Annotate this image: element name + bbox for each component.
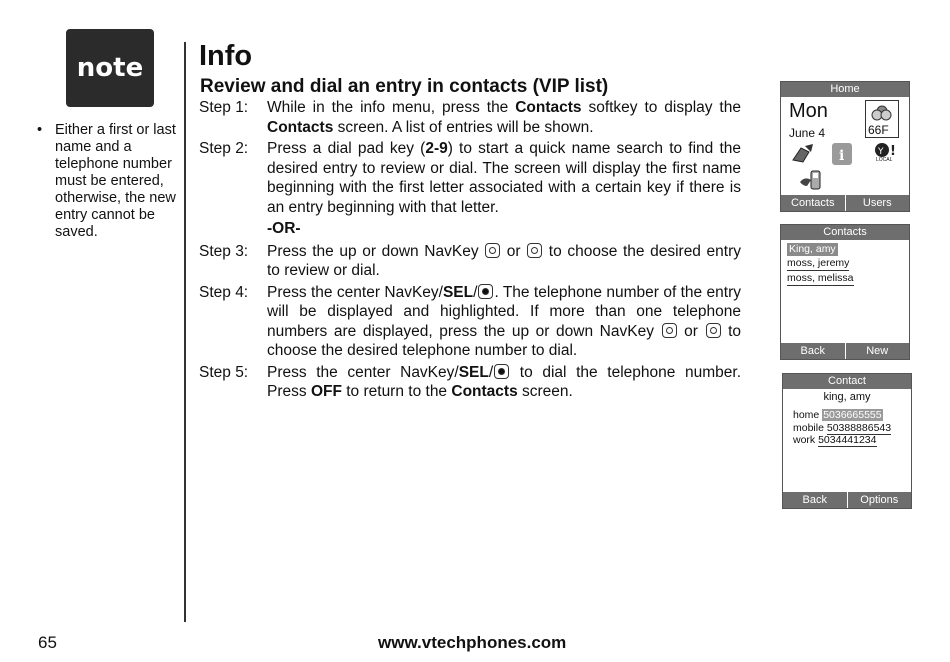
text: softkey to display the xyxy=(581,99,741,116)
note-body: Either a first or last name and a telephone number must be entered, otherwise, the new entry cannot be saved. xyxy=(55,122,176,240)
text: While in the info menu, press the xyxy=(267,99,516,116)
list-item[interactable]: moss, melissa xyxy=(787,272,854,284)
text: Press the up or down NavKey xyxy=(267,242,485,260)
local-label: LOCAL xyxy=(876,157,893,163)
number-label: home xyxy=(793,409,820,421)
step-body xyxy=(267,363,741,402)
step-5 xyxy=(199,363,741,402)
home-screen xyxy=(780,81,910,212)
page-title: Info xyxy=(199,40,253,72)
softkey-bar xyxy=(781,195,909,211)
number-label: mobile xyxy=(793,421,824,434)
svg-text:i: i xyxy=(839,148,845,164)
screen-header: Contact xyxy=(783,374,911,389)
steps-list xyxy=(199,98,741,404)
handset-icon xyxy=(797,168,823,192)
footer-url: www.vtechphones.com xyxy=(378,633,567,652)
navkey-down-icon xyxy=(527,243,542,258)
step-label: Step 5: xyxy=(199,363,249,381)
home-day: Mon xyxy=(789,100,828,122)
navkey-down-icon xyxy=(706,323,721,338)
text: screen. xyxy=(517,383,573,400)
phone-number: 50388886543 xyxy=(826,421,892,434)
softkey-bar xyxy=(781,343,909,359)
navkey-up-icon xyxy=(662,323,677,338)
text: screen. A list of entries will be shown. xyxy=(333,118,594,136)
text-bold: 2-9 xyxy=(425,140,448,157)
step-body xyxy=(267,98,741,137)
text-bold: SEL xyxy=(442,283,474,301)
text-bold: Contacts xyxy=(515,99,582,116)
or-separator: -OR- xyxy=(267,220,301,237)
step-label: Step 1: xyxy=(199,99,249,116)
text-bold: SEL xyxy=(458,363,489,381)
contact-name: king, amy xyxy=(823,391,871,403)
text: . The telephone number of the entry will be displayed and highlighted. If more than one telephone numbers are displayed, press the up or down NavKey xyxy=(267,283,742,340)
options-softkey[interactable]: Options xyxy=(847,492,912,508)
page-number: 65 xyxy=(38,633,57,652)
back-softkey[interactable]: Back xyxy=(802,494,827,506)
navkey-select-icon xyxy=(494,364,509,379)
step-1 xyxy=(199,98,741,137)
navkey-up-icon xyxy=(485,243,500,258)
text: to choose the desired entry to review or dial. xyxy=(267,242,742,279)
list-item[interactable]: moss, jeremy xyxy=(787,257,850,269)
info-icon xyxy=(831,142,853,166)
number-list xyxy=(783,403,911,447)
svg-text:!: ! xyxy=(890,144,896,158)
text-bold: Contacts xyxy=(451,383,518,400)
step-3 xyxy=(199,242,741,281)
back-softkey[interactable]: Back xyxy=(800,345,825,357)
screen-header: Contacts xyxy=(781,225,909,240)
notepad-icon xyxy=(791,142,817,164)
text: to choose the desired telephone number to dial. xyxy=(267,322,742,359)
navkey-select-icon xyxy=(478,284,493,299)
text: or xyxy=(501,242,527,260)
number-row[interactable] xyxy=(793,434,911,447)
step-body xyxy=(267,283,741,361)
contact-detail-screen xyxy=(782,373,912,509)
weather-widget xyxy=(865,100,899,138)
text: Press a dial pad key ( xyxy=(267,140,426,157)
step-2 xyxy=(199,139,741,217)
home-date: June 4 xyxy=(789,126,826,140)
text: to return to the xyxy=(341,383,452,400)
note-badge: note xyxy=(66,29,154,107)
number-row[interactable] xyxy=(793,422,911,435)
text: / xyxy=(488,363,494,381)
step-label: Step 2: xyxy=(199,140,249,157)
screen-header: Home xyxy=(781,82,909,97)
contacts-list xyxy=(781,240,909,286)
text: ) to start a quick name search to find the desired entry to review or dial. The screen will display the first name beginning with the first letter associated with a certain key if there is an entry beginning with that letter. xyxy=(267,140,741,216)
yahoo-local-icon xyxy=(873,142,897,158)
softkey-bar xyxy=(783,492,911,508)
text: Press the center NavKey/ xyxy=(267,363,459,381)
svg-text:Y: Y xyxy=(878,147,884,157)
cloud-icon xyxy=(870,104,894,122)
text: / xyxy=(473,283,478,301)
column-divider xyxy=(184,42,186,622)
text-bold: OFF xyxy=(310,383,342,400)
note-text xyxy=(37,122,185,241)
text: or xyxy=(677,322,705,340)
step-body xyxy=(267,242,741,281)
text: Press the center NavKey/ xyxy=(267,283,443,301)
number-row[interactable] xyxy=(793,409,911,422)
text-bold: Contacts xyxy=(267,118,334,136)
step-body xyxy=(267,139,741,217)
users-softkey[interactable]: Users xyxy=(845,195,910,211)
step-label: Step 4: xyxy=(199,283,249,301)
bullet-icon: • xyxy=(37,122,43,138)
step-label: Step 3: xyxy=(199,242,249,260)
step-4 xyxy=(199,283,741,361)
weather-temp: 66F xyxy=(868,123,889,137)
section-title: Review and dial an entry in contacts (VIP list) xyxy=(200,76,609,97)
new-softkey[interactable]: New xyxy=(845,343,910,359)
number-label: work xyxy=(793,434,816,446)
phone-number: 5036665555 xyxy=(823,409,882,421)
list-item[interactable]: King, amy xyxy=(789,243,836,255)
text: to dial the telephone number. Press xyxy=(267,363,741,400)
contacts-softkey[interactable]: Contacts xyxy=(791,197,835,209)
phone-number: 5034441234 xyxy=(818,434,877,446)
contacts-screen xyxy=(780,224,910,360)
